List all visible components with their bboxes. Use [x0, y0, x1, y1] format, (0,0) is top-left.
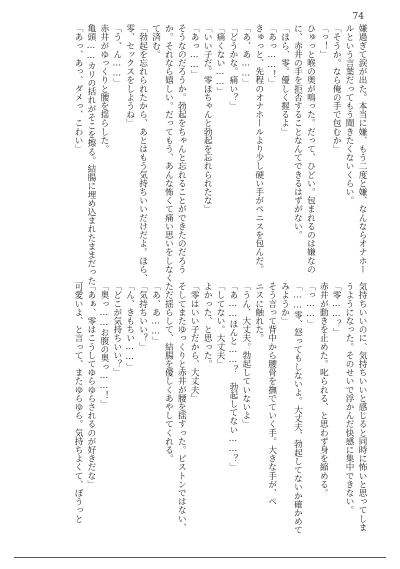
text-line: 「痛くない……」 — [215, 24, 226, 96]
page-number: 74 — [352, 12, 364, 22]
text-line: 気持ちいいのに、気持ちいいと感じると同時に怖いと思ってしま — [357, 282, 367, 532]
text-line: そうなのだろうか。勃起をちゃんと忘れることができたのだろう — [176, 24, 187, 274]
text-line: 可愛いよ、と言って、またゆらゆら。気持ちよくて、ぼうっと — [73, 282, 84, 523]
text-line: 「……零、怒ってもしないよ。大丈夫、勃起してないか確かめて — [292, 282, 303, 535]
text-line: 「あっ、あっ、ダメっ、こわい」 — [73, 24, 84, 153]
text-line: うようになった。そのせいで浮かんだ快感に集中できない。 — [344, 282, 355, 515]
text-line: 「っ……」 — [305, 282, 316, 328]
text-line: 「う、ん……」 — [111, 24, 122, 87]
text-line: きゅっと、先程のオナホールより少し硬い手がペニスを包んだ。 — [253, 24, 264, 274]
text-line: 「ん、きもちい……」 — [124, 282, 135, 371]
text-line: そしてまたゆっくりと赤井が腰を揺すった。ピストンではない、 — [176, 282, 187, 532]
text-line: ニスに触れた。 — [253, 282, 264, 343]
text-line: 「零はいい子だから、大丈夫」 — [189, 282, 200, 403]
text-line: そう言って背中から腰骨を撫でていく手。大きな手が、ペ — [266, 282, 277, 506]
text-line: ひゅっと喉の奥が鳴った。だって、ひどい。包まれるのは嫌なの — [305, 24, 316, 274]
text-line: 「してない。大丈夫」 — [215, 282, 226, 368]
text-line: 「そうか。なら俺の手で包むか」 — [331, 24, 342, 153]
text-line: 「奥っ……お腹の奥っ……！」 — [98, 282, 109, 408]
text-line: ただ揺らして、結腸を優しくあやしてくれる。 — [163, 282, 174, 463]
text-line: 「いい子だ。零ほちゃんと勃起を忘れられたな」 — [202, 24, 213, 214]
lower-text-block — [71, 282, 368, 540]
text-line: 亀頭……カリの括れがそこを擦る。結腸に埋め込まれたままだった — [85, 24, 96, 285]
bottom-rule — [14, 557, 386, 558]
text-line: に、赤井の手を拒否することなんてできるはずがない。 — [292, 24, 303, 239]
text-line: 嫌過ぎて涙が出た。本当に嫌、もう二度と嫌、なんならオナホー — [357, 24, 367, 274]
text-line: 「あぁ、零はこうしてゆらゆらされるのが好きだな」 — [85, 282, 96, 489]
text-line: 「勃起を忘れられたから、あとはもう気持ちいいだけだよ。ほら、 — [137, 24, 148, 282]
text-line: 「気持ちいい？」 — [137, 282, 148, 351]
text-line: 「あっ……」 — [189, 24, 200, 79]
text-line: 「どうかな。痛い？」 — [227, 24, 238, 110]
text-line: 「あっ……！」 — [266, 24, 277, 87]
text-line: 「っ！」 — [318, 24, 329, 59]
text-line: か。それなら嬉しい。だってもう、あんな怖くて痛い思いをしなく — [163, 24, 174, 282]
upper-text-block — [71, 24, 368, 285]
text-line: 零、セックスをしようね」 — [124, 24, 135, 128]
text-line: 「うん、大丈夫。勃起していないよ」 — [240, 282, 251, 429]
text-line: 赤井がゆっくりと腰を揺らした。 — [98, 24, 109, 153]
text-line: 「あ、あ……」 — [150, 282, 161, 345]
text-line: よかった、と思った。 — [202, 282, 213, 368]
text-line: 「ほら、零。優しく握るよ」 — [279, 24, 290, 136]
text-line: ルという言葉だってもう聞きたくないくらい。 — [344, 24, 355, 205]
text-line: 赤井が動きを止めた。叱られる、と思わず身を縮める。 — [318, 282, 329, 497]
text-line: 「あ、あ……」 — [240, 24, 251, 87]
text-line: みようか」 — [279, 282, 290, 325]
text-line: 「零……？」 — [331, 282, 342, 337]
text-line: 「どこが気持ちいい？」 — [111, 282, 122, 377]
text-line: 「あ……ほんと……？ 勃起してない……？」 — [227, 282, 238, 471]
text-line: て済む。 — [150, 24, 161, 59]
